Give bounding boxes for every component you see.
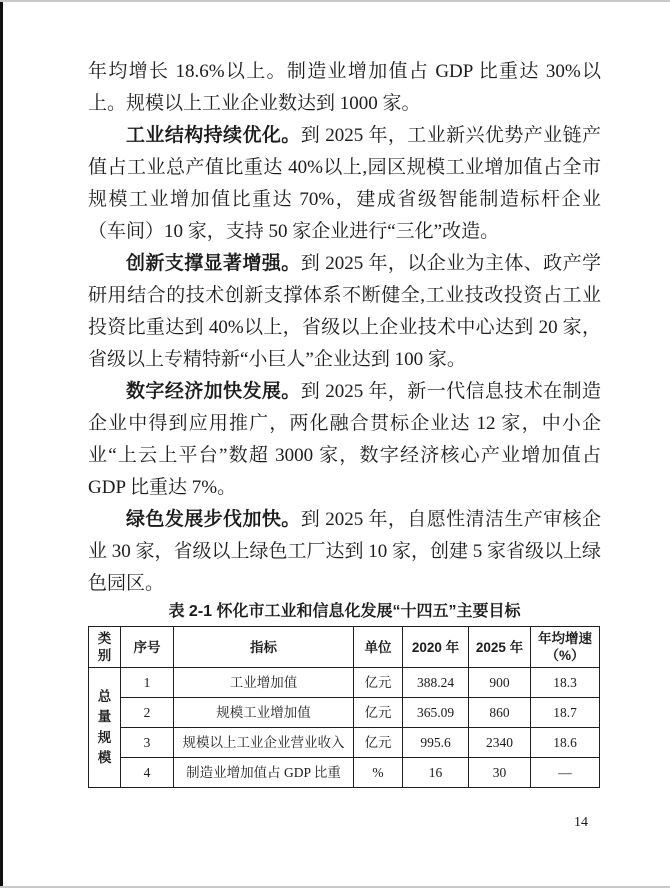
cell-no: 1	[121, 668, 174, 698]
cell-2020: 365.09	[403, 698, 469, 728]
paragraph-digital-economy	[88, 376, 601, 504]
cell-2025: 900	[469, 668, 531, 698]
cell-unit: 亿元	[354, 668, 403, 698]
cell-growth: 18.7	[531, 698, 600, 728]
table-row	[89, 668, 600, 698]
cell-growth: 18.6	[531, 728, 600, 758]
cell-2020: 995.6	[403, 728, 469, 758]
cell-2020: 16	[403, 758, 469, 788]
cell-indicator: 规模工业增加值	[174, 698, 354, 728]
cell-indicator: 规模以上工业企业营业收入	[174, 728, 354, 758]
category-cell	[89, 668, 121, 788]
cell-growth: —	[531, 758, 600, 788]
paragraph-text: 到 2025 年，自愿性清洁生产审核企业 30 家，省级以上绿色工厂达到 10 家，创建 5 家省级以上绿色园区。	[88, 509, 602, 594]
paragraph-lead: 工业结构持续优化。	[126, 125, 301, 146]
header-no: 序号	[121, 627, 174, 668]
cell-2025: 30	[469, 758, 531, 788]
paragraph-lead: 绿色发展步伐加快。	[126, 509, 301, 530]
goals-table	[88, 626, 600, 788]
cell-no: 2	[121, 698, 174, 728]
header-indicator: 指标	[174, 627, 354, 668]
table-title: 表 2-1 怀化市工业和信息化发展“十四五”主要目标	[168, 603, 521, 620]
paragraph-innovation-support	[88, 248, 601, 376]
cell-unit: %	[354, 758, 403, 788]
category-label: 总量规模	[97, 689, 112, 765]
paragraph-continuation	[88, 56, 601, 120]
cell-indicator: 制造业增加值占 GDP 比重	[174, 758, 354, 788]
paragraph-text: 到 2025 年，工业新兴优势产业链产值占工业总产值比重达 40%以上,园区规模工业增加值占全市规模工业增加值比重达 70%，建成省级智能制造标杆企业（车间）10 家，支持 50 家企业进行“三化”改造。	[88, 125, 601, 242]
header-2025: 2025 年	[469, 627, 531, 668]
scan-edge-left	[0, 2, 3, 886]
page-content	[88, 56, 601, 788]
page-number: 14	[574, 815, 588, 830]
cell-unit: 亿元	[354, 728, 403, 758]
cell-2025: 860	[469, 698, 531, 728]
paragraph-text: 到 2025 年，新一代信息技术在制造企业中得到应用推广，两化融合贯标企业达 12 家，中小企业“上云上平台”数超 3000 家，数字经济核心产业增加值占 GDP 比重达 7%。	[88, 381, 601, 498]
paragraph-lead: 数字经济加快发展。	[126, 381, 301, 402]
header-category: 类别	[89, 627, 121, 668]
paragraph-industrial-structure	[88, 120, 601, 248]
paragraph-text: 到 2025 年，以企业为主体、政产学研用结合的技术创新支撑体系不断健全,工业技改投资占工业投资比重达到 40%以上，省级以上企业技术中心达到 20 家，省级以上专精特新“小巨人”企业达到 100 家。	[88, 253, 601, 370]
table-row	[89, 698, 600, 728]
cell-unit: 亿元	[354, 698, 403, 728]
table-row	[89, 728, 600, 758]
cell-growth: 18.3	[531, 668, 600, 698]
cell-2020: 388.24	[403, 668, 469, 698]
header-unit: 单位	[354, 627, 403, 668]
cell-2025: 2340	[469, 728, 531, 758]
cell-indicator: 工业增加值	[174, 668, 354, 698]
table-row	[89, 758, 600, 788]
paragraph-green-development	[88, 504, 601, 600]
cell-no: 3	[121, 728, 174, 758]
paragraph-text: 年均增长 18.6%以上。制造业增加值占 GDP 比重达 30%以上。规模以上工业企业数达到 1000 家。	[88, 61, 601, 114]
cell-no: 4	[121, 758, 174, 788]
header-2020: 2020 年	[403, 627, 469, 668]
header-growth: 年均增速（%）	[531, 627, 600, 668]
table-header-row	[89, 627, 600, 668]
paragraph-lead: 创新支撑显著增强。	[126, 253, 301, 274]
